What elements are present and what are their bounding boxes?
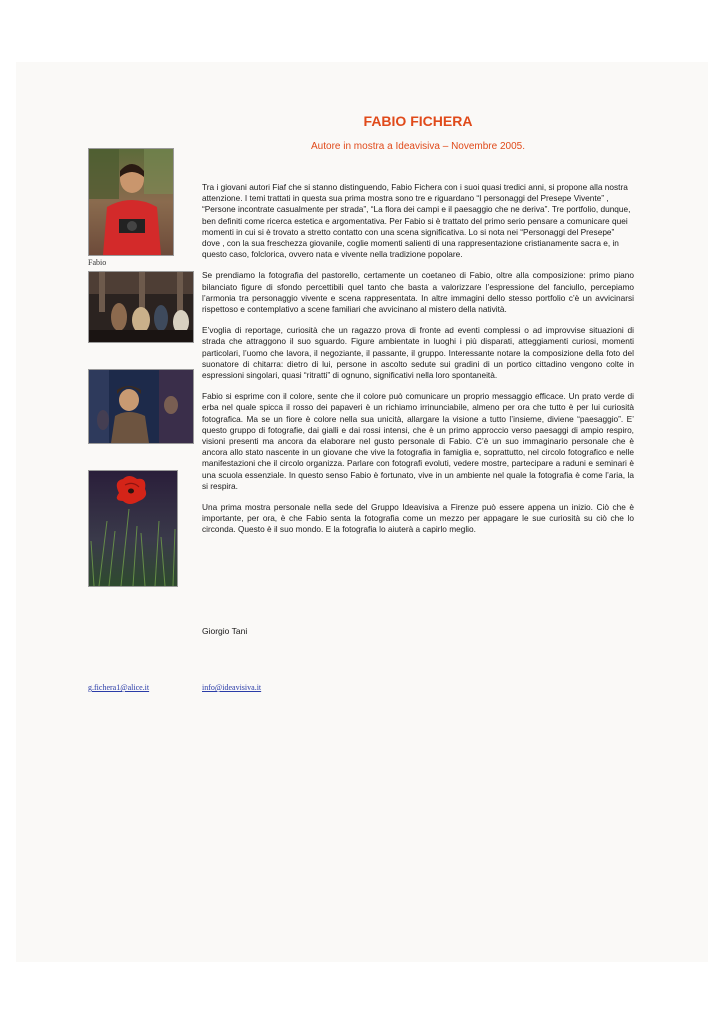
author-signature: Giorgio Tani [202,626,248,636]
portrait-caption: Fabio [88,258,107,267]
article-paragraph: Una prima mostra personale nella sede del Gruppo Ideavisiva a Firenze può essere appena un inizio. Ciò che è importante, per ora, è che Fabio senta la fotografia come un mezzo per appagare le sue curiosità su ciò che lo circonda. Questo è il suo mondo. E la fotografia lo aiuterà a capirlo meglio. [202,502,634,535]
nativity-scene-photo [88,271,194,343]
group-email-link[interactable]: info@ideavisiva.it [202,683,262,692]
article-paragraph: Se prendiamo la fotografia del pastorello, certamente un coetaneo di Fabio, oltre alla composizione: primo piano bilanciato figure di sfondo percettibili quel tanto che basta a valorizzare l’espressione del fanciullo, percepiamo l’armonia tra personaggio vivente e scena rappresentata. In altre immagini dello stesso portfolio c’è un avvicinarsi rispettoso e contemplativo a scene familiari che avvicinano al mistero della natività. [202,270,634,315]
article-paragraph: E’voglia di reportage, curiosità che un ragazzo prova di fronte ad eventi complessi o ad improvvise situazioni di strada che attraggono il suo sguardo. Figure ambientate in luoghi i più disparati, atteggiamenti curiosi, momenti particolari, l’uomo che lavora, il negoziante, il passante, il gruppo. Interessante notare la composizione della foto del suonatore di chitarra: dietro di lui, persone in ascolto sedute sui gradini di un portico cittadino vengono colte in espressioni singolari, quasi “ritratti” di ognuno, significativi nella loro spontaneità. [202,325,634,381]
article-paragraph: Fabio si esprime con il colore, sente che il colore può comunicare un proprio messaggio efficace. Un prato verde di erba nel quale spicca il rosso dei papaveri è un richiamo irrinunciabile, almeno per ora che tutto è per lui curiosità fotografica. Ma se un fiore è colore nella sua unicità, allargare la visione a tutto l’insieme, diviene “paesaggio”. E’ questo gruppo di fotografie, dai gialli e dai rossi intensi, che è un primo approccio verso paesaggi di ampio respiro, visioni presenti ma ancora da elaborare nel gusto personale di Fabio. C’è un suo immaginario personale che è ancora allo stato nascente in un giovane che vive la fotografia in famiglia e, soprattutto, nel circolo fotografico e nelle manifestazioni che il circolo organizza. Parlare con fotografi evoluti, vedere mostre, partecipare a raduni e seminari è una scuola essenziale. In questo senso Fabio è fortunato, vive in un ambiente nel quale la fotografia è come l’aria, la si respira. [202,391,634,491]
page-title: FABIO FICHERA [363,113,473,129]
author-email-link[interactable]: g.fichera1@alice.it [88,683,150,692]
page-subtitle: Autore in mostra a Ideavisiva – Novembre 2005. [311,141,525,152]
article-body [202,182,634,546]
article-paragraph: Tra i giovani autori Fiaf che si stanno distinguendo, Fabio Fichera con i suoi quasi tredici anni, si propone alla nostra attenzione. I temi trattati in questa sua prima mostra sono tre e riguardano “I personaggi del Presepe Vivente” , “Persone incontrate casualmente per strada”, “La flora dei campi e il paesaggio che ne deriva”. Tre portfolio, dunque, ben definiti come ricerca estetica e argomentativa. Per Fabio si è trattato del primo serio pensare a comunicare quei momenti in cui si è trovato a stretto contatto con una scena significativa. Lo si nota nei “Personaggi del Presepe” dove , con la sua freschezza giovanile, coglie momenti salienti di una rappresentazione cristianamente sacra e, in questo caso, folclorica, ovvero nata e vivente nella tradizione popolare. [202,182,631,260]
shepherd-boy-photo [88,369,194,444]
poppy-flower-photo [88,470,178,587]
portrait-photo [88,148,174,256]
